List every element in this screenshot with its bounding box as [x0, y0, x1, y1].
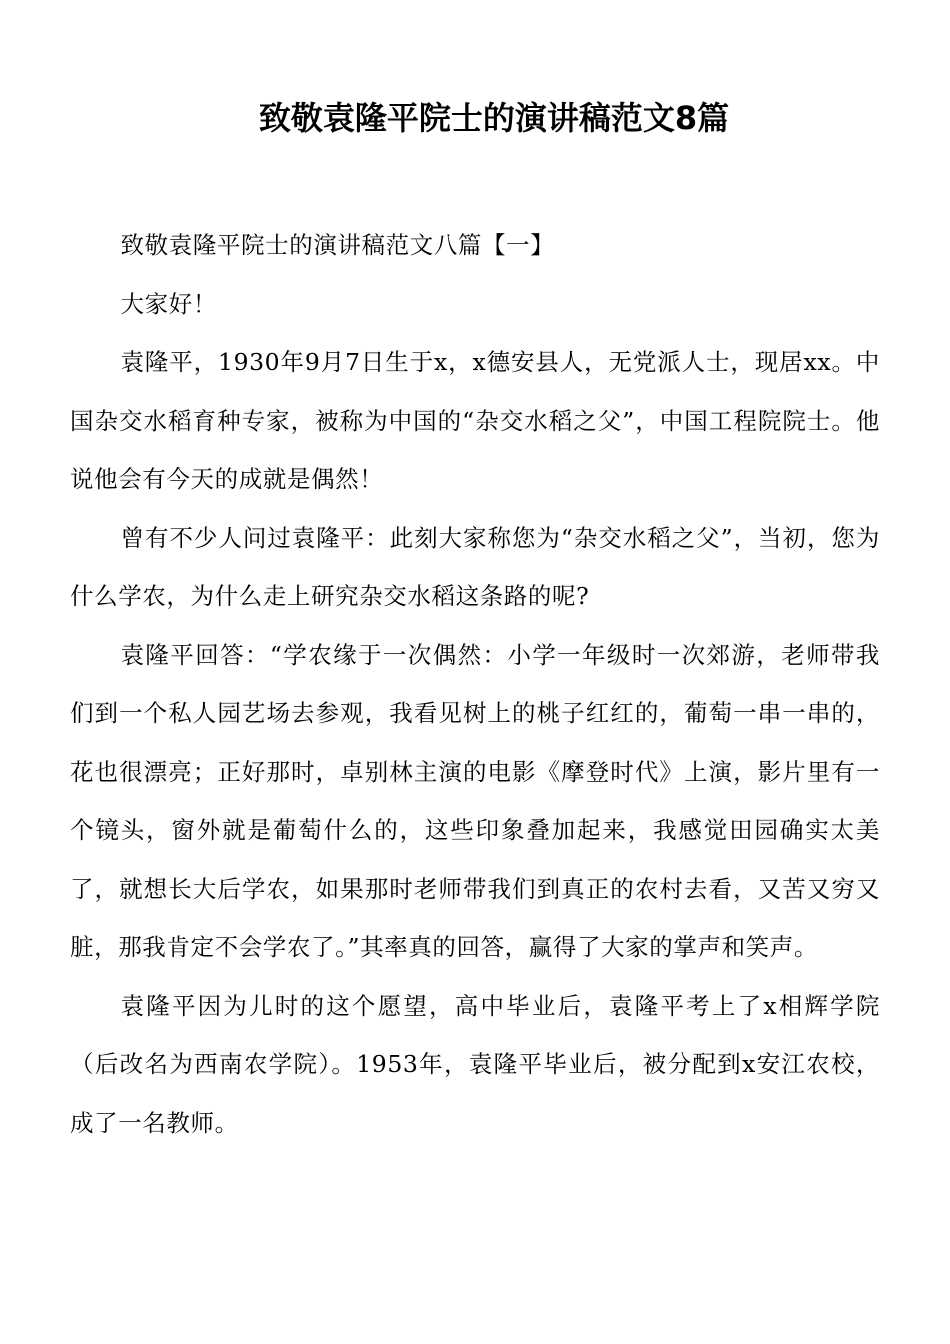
- section-heading: 致敬袁隆平院士的演讲稿范文八篇【一】: [120, 231, 555, 259]
- body-paragraph: 袁隆平因为儿时的这个愿望，高中毕业后，袁隆平考上了x相辉学院（后改名为西南农学院）。1953年，袁隆平毕业后，被分配到x安江农校，成了一名教师。: [70, 991, 880, 1137]
- document-body: [70, 216, 880, 1152]
- body-paragraph: 袁隆平回答：“学农缘于一次偶然：小学一年级时一次郊游，老师带我们到一个私人园艺场去参观，我看见树上的桃子红红的，葡萄一串一串的，花也很漂亮；正好那时，卓别林主演的电影《摩登时代》上演，影片里有一个镜头，窗外就是葡萄什么的，这些印象叠加起来，我感觉田园确实太美了，就想长大后学农，如果那时老师带我们到真正的农村去看，又苦又穷又脏，那我肯定不会学农了。”其率真的回答，赢得了大家的掌声和笑声。: [70, 640, 880, 961]
- body-paragraph: 曾有不少人问过袁隆平：此刻大家称您为“杂交水稻之父”，当初，您为什么学农，为什么走上研究杂交水稻这条路的呢?: [70, 523, 880, 610]
- body-paragraph: 袁隆平，1930年9月7日生于x，x德安县人，无党派人士，现居xx。中国杂交水稻育种专家，被称为中国的“杂交水稻之父”，中国工程院院士。他说他会有今天的成就是偶然！: [70, 348, 880, 493]
- document-title: 致敬袁隆平院士的演讲稿范文8篇: [258, 99, 730, 137]
- greeting-paragraph: 大家好！: [120, 289, 217, 318]
